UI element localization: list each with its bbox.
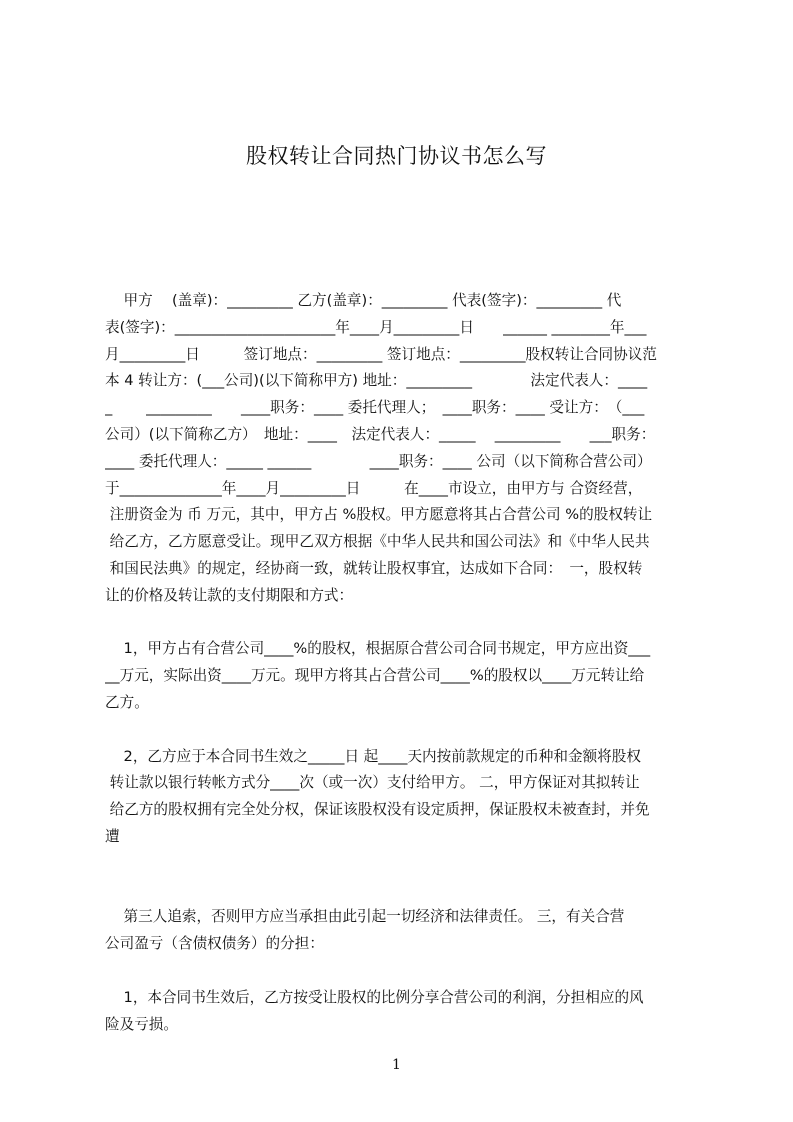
body-line: 第三人追索，否则甲方应当承担由此引起一切经济和法律责任。 三，有关合营: [105, 908, 625, 926]
body-line: [105, 878, 703, 904]
body-line: 本 4 转让方：(___公司)(以下简称甲方) 地址：_________ 法定代表人：____: [105, 372, 648, 390]
body-line: 2，乙方应于本合同书生效之_____日 起____天内按前款规定的币种和金额将股权: [105, 747, 641, 765]
body-line: 1，甲方占有合营公司____%的股权，根据原合营公司合同书规定，甲方应出资___: [105, 640, 651, 658]
body-line: 公司）(以下简称乙方） 地址：____ 法定代表人：_____ _________ ___职务：: [105, 426, 656, 443]
document-title: 股权转让合同热门协议书怎么写: [246, 144, 547, 168]
body-line: 于______________年____月_________日 在____市设立，由甲方与 合资经营，: [105, 479, 643, 497]
body-line: [105, 717, 703, 743]
body-line: 公司盈亏（含债权债务）的分担：: [105, 935, 324, 953]
body-line: 表(签字)：______________________年____月_________日 ______ ________年___: [105, 318, 647, 336]
body-line: 和国民法典》的规定，经协商一致，就转让股权事宜，达成如下合同： 一，股权转: [105, 560, 643, 577]
body-line: 注册资金为 币 万元，其中，甲方占 %股权。甲方愿意将其占合营公司 %的股权转让: [105, 506, 653, 524]
body-line: 险及亏损。: [105, 1015, 178, 1033]
body-line: ____ 委托代理人：_____ ______ ____职务：____ 公司（以下简称合营公司）: [105, 452, 652, 470]
body-line: _ _________ ____职务：____ 委托代理人； ____职务：____ 受让方： （___: [105, 399, 645, 417]
body-line: 转让款以银行转帐方式分____次（或一次）支付给甲方。 二，甲方保证对其拟转让: [105, 774, 640, 792]
body-line: [105, 958, 703, 984]
body-line: __万元，实际出资____万元。现甲方将其占合营公司____%的股权以____万元转让给: [105, 667, 645, 685]
body-line: [105, 610, 703, 636]
body-line: 遭: [105, 828, 120, 845]
body-line: 月_________日 签订地点：_________ 签订地点：_________股权转让合同协议范: [105, 345, 657, 363]
body-line: 让的价格及转让款的支付期限和方式：: [105, 586, 354, 604]
body-line: [105, 851, 703, 877]
body-line: 给乙方，乙方愿意受让。现甲乙双方根据《中华人民共和国公司法》和《中华人民共: [105, 533, 650, 551]
page-number: 1: [392, 1057, 401, 1073]
body-line: 给乙方的股权拥有完全处分权，保证该股权没有设定质押，保证股权未被查封，并免: [105, 801, 650, 819]
body-line: 1，本合同书生效后，乙方按受让股权的比例分享合营公司的利润，分担相应的风: [105, 988, 644, 1006]
body-line: 甲方 (盖章)：_________ 乙方(盖章)：_________ 代表(签字)：_________ 代: [105, 292, 622, 309]
body-line: 乙方。: [105, 694, 149, 711]
